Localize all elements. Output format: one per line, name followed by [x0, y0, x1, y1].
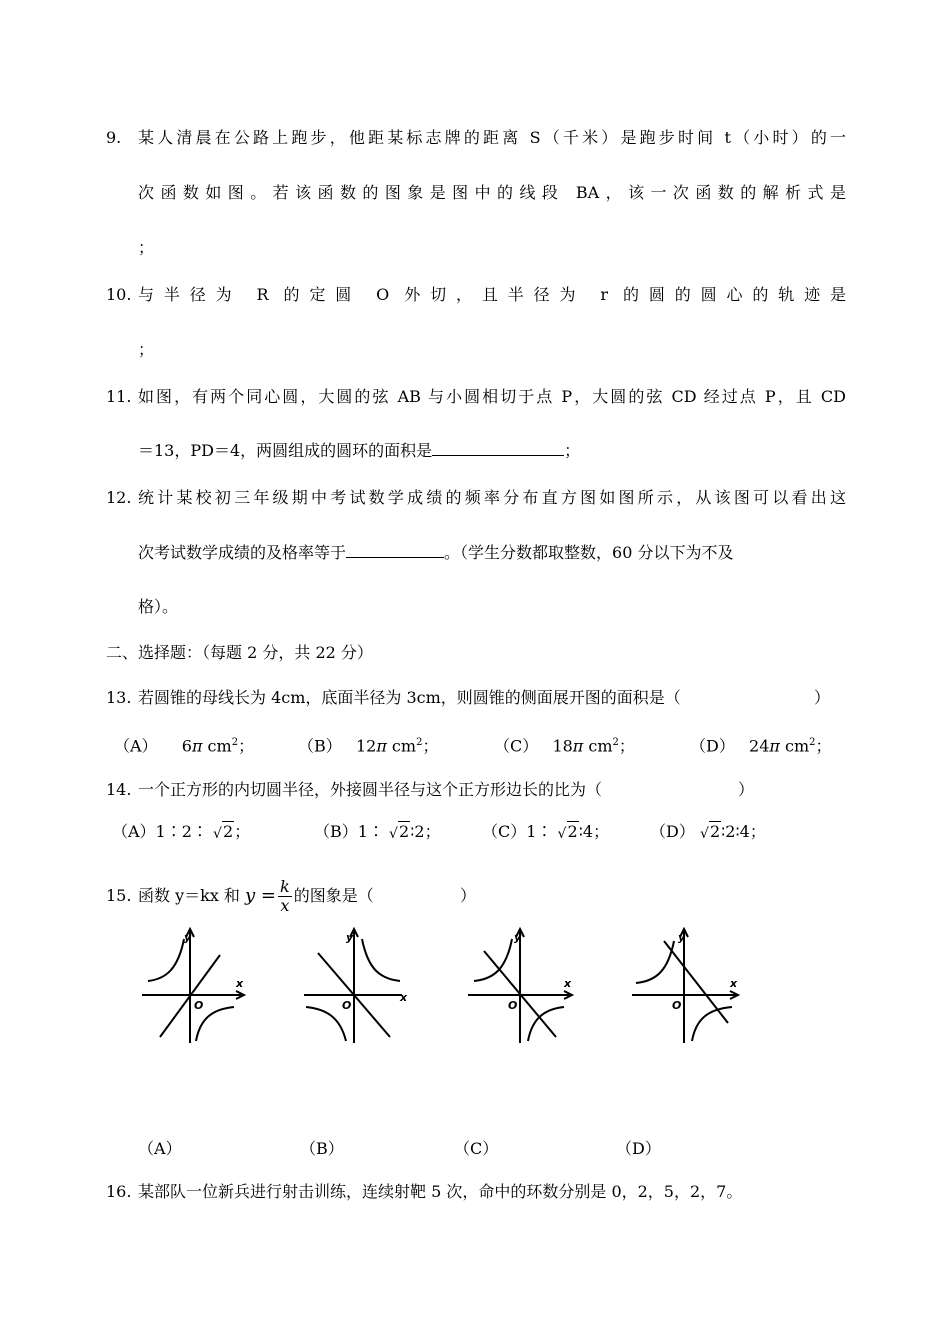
- option-end: ；: [618, 736, 635, 756]
- question-13-option-b[interactable]: [298, 733, 438, 756]
- option-end: ；: [815, 736, 832, 756]
- option-unit: cm: [391, 736, 417, 756]
- x-axis-label: x: [400, 991, 408, 1004]
- question-15-stem: [138, 872, 374, 920]
- question-9-number: 9.: [106, 128, 122, 147]
- question-14-option-a[interactable]: [112, 822, 250, 842]
- question-12-answer-blank[interactable]: [346, 543, 444, 558]
- pi-symbol: π: [572, 736, 584, 756]
- question-12-line-2: [138, 543, 733, 563]
- question-16-stem: 某部队一位新兵进行射击训练，连续射靶 5 次，命中的环数分别是 0，2，5，2，7。: [138, 1182, 743, 1201]
- graph-option-b[interactable]: [300, 925, 416, 1047]
- question-16-number: 16.: [106, 1182, 132, 1201]
- question-11-line-2-end: ；: [564, 441, 581, 460]
- option-label: （B）: [298, 736, 342, 756]
- question-15-text-a: 函数 y＝kx 和: [138, 886, 240, 905]
- question-12-line-2-text: 次考试数学成绩的及格率等于: [138, 543, 347, 562]
- question-9-line-3: ；: [138, 238, 155, 257]
- option-exp: 2: [231, 737, 239, 748]
- question-11-number: 11.: [106, 387, 132, 406]
- question-14-stem: 一个正方形的内切圆半径，外接圆半径与这个正方形边长的比为（: [138, 780, 603, 799]
- option-exp: 2: [809, 737, 816, 748]
- pi-symbol: π: [191, 736, 203, 756]
- sqrt-symbol: √ 2: [213, 822, 234, 842]
- question-13-option-d[interactable]: [690, 733, 832, 756]
- question-10-number: 10.: [106, 285, 132, 304]
- option-label: （D）: [650, 822, 695, 841]
- question-9-line-2: 次函数如图。若该函数的图象是图中的线段 BA，该一次函数的解析式是: [138, 183, 846, 202]
- question-15-text-b: 的图象是（: [293, 886, 374, 905]
- option-exp: 2: [612, 737, 619, 748]
- hyperbola-branch-2: [692, 1007, 732, 1041]
- question-14-number: 14.: [106, 780, 132, 799]
- question-12-line-3: 格）。: [138, 597, 179, 616]
- question-13-option-c[interactable]: [494, 733, 635, 756]
- option-label: （A）: [114, 736, 158, 756]
- question-13-option-a[interactable]: [114, 733, 254, 756]
- graph-option-c[interactable]: [464, 925, 580, 1047]
- question-14-option-c[interactable]: [482, 822, 609, 842]
- section-2-title: 二、选择题：（每题 2 分，共 22 分）: [106, 643, 373, 662]
- question-14-option-d[interactable]: [650, 822, 766, 842]
- question-10-line-2: ；: [138, 340, 155, 359]
- question-11-line-2-text: ＝13，PD＝4，两圆组成的圆环的面积是: [138, 441, 433, 460]
- option-coef: 18: [552, 736, 573, 756]
- option-end: ∶4；: [578, 822, 610, 841]
- option-label: （B）1∶: [314, 822, 384, 841]
- origin-label: O: [194, 999, 204, 1012]
- graph-label-d: （D）: [616, 1139, 661, 1158]
- question-15-close-paren: ）: [460, 886, 477, 905]
- graph-label-a: （A）: [138, 1139, 182, 1158]
- y-axis-label: y: [678, 931, 686, 944]
- hyperbola-branch-1: [474, 939, 512, 981]
- option-coef: 12: [355, 736, 377, 756]
- question-11-line-1: 如图，有两个同心圆，大圆的弦 AB 与小圆相切于点 P，大圆的弦 CD 经过点 P，且 CD: [138, 387, 846, 406]
- question-13-close-paren: ）: [814, 688, 831, 707]
- question-12-line-2-end: 。（学生分数都取整数，60 分以下为不及: [444, 543, 734, 562]
- question-14-option-b[interactable]: [314, 822, 441, 842]
- question-12-number: 12.: [106, 488, 132, 507]
- y-axis-label: y: [346, 931, 354, 944]
- graph-label-b: （B）: [300, 1139, 344, 1158]
- option-label: （C）1∶: [482, 822, 553, 841]
- question-13-stem: 若圆锥的母线长为 4cm，底面半径为 3cm，则圆锥的侧面展开图的面积是（: [138, 688, 681, 707]
- option-end: ；: [234, 822, 251, 841]
- option-unit: cm: [785, 736, 810, 756]
- question-10-line-1: 与半径为 R 的定圆 O 外切，且半径为 r 的圆的圆心的轨迹是: [138, 285, 846, 304]
- origin-label: O: [342, 999, 352, 1012]
- question-11-line-2: [138, 441, 580, 461]
- option-end: ∶2∶4；: [721, 822, 766, 841]
- pi-symbol: π: [376, 736, 387, 756]
- sqrt-symbol: √ 2: [389, 822, 410, 842]
- question-15-number: 15.: [106, 886, 132, 905]
- question-9-line-1: 某人清晨在公路上跑步，他距某标志牌的距离 S（千米）是跑步时间 t（小时）的一: [138, 128, 846, 147]
- sqrt-symbol: √ 2: [699, 822, 721, 842]
- pi-symbol: π: [769, 736, 780, 756]
- y-axis-label: y: [184, 931, 192, 944]
- option-unit: cm: [207, 736, 232, 756]
- graph-option-a[interactable]: [138, 925, 250, 1047]
- x-axis-label: x: [730, 977, 738, 990]
- hyperbola-branch-2: [306, 1007, 346, 1041]
- option-coef: 24: [749, 736, 770, 756]
- option-end: ；: [238, 736, 255, 756]
- question-13-number: 13.: [106, 688, 132, 707]
- option-label: （C）: [494, 736, 539, 756]
- graph-label-c: （C）: [454, 1139, 499, 1158]
- origin-label: O: [508, 999, 518, 1012]
- option-unit: cm: [588, 736, 613, 756]
- question-11-answer-blank[interactable]: [432, 441, 564, 456]
- question-12-line-1: 统计某校初三年级期中考试数学成绩的频率分布直方图如图所示，从该图可以看出这: [138, 488, 846, 507]
- hyperbola-branch-1: [148, 939, 184, 981]
- fraction-k-over-x: $\frac{k}{x}$: [280, 877, 290, 915]
- option-end: ∶2；: [410, 822, 441, 841]
- option-coef: 6: [181, 736, 192, 756]
- x-axis-label: x: [564, 977, 572, 990]
- option-label: （A）1∶2∶: [112, 822, 208, 841]
- fraction-lhs: y =: [245, 885, 277, 906]
- option-exp: 2: [416, 737, 423, 748]
- origin-label: O: [672, 999, 682, 1012]
- hyperbola-branch-2: [196, 1007, 234, 1041]
- option-end: ；: [422, 736, 439, 756]
- hyperbola-branch-1: [362, 939, 400, 981]
- x-axis-label: x: [236, 977, 244, 990]
- question-14-close-paren: ）: [738, 780, 755, 799]
- graph-option-d[interactable]: [628, 925, 746, 1047]
- sqrt-symbol: √ 2: [557, 822, 578, 842]
- option-label: （D）: [690, 736, 735, 756]
- y-axis-label: y: [514, 931, 522, 944]
